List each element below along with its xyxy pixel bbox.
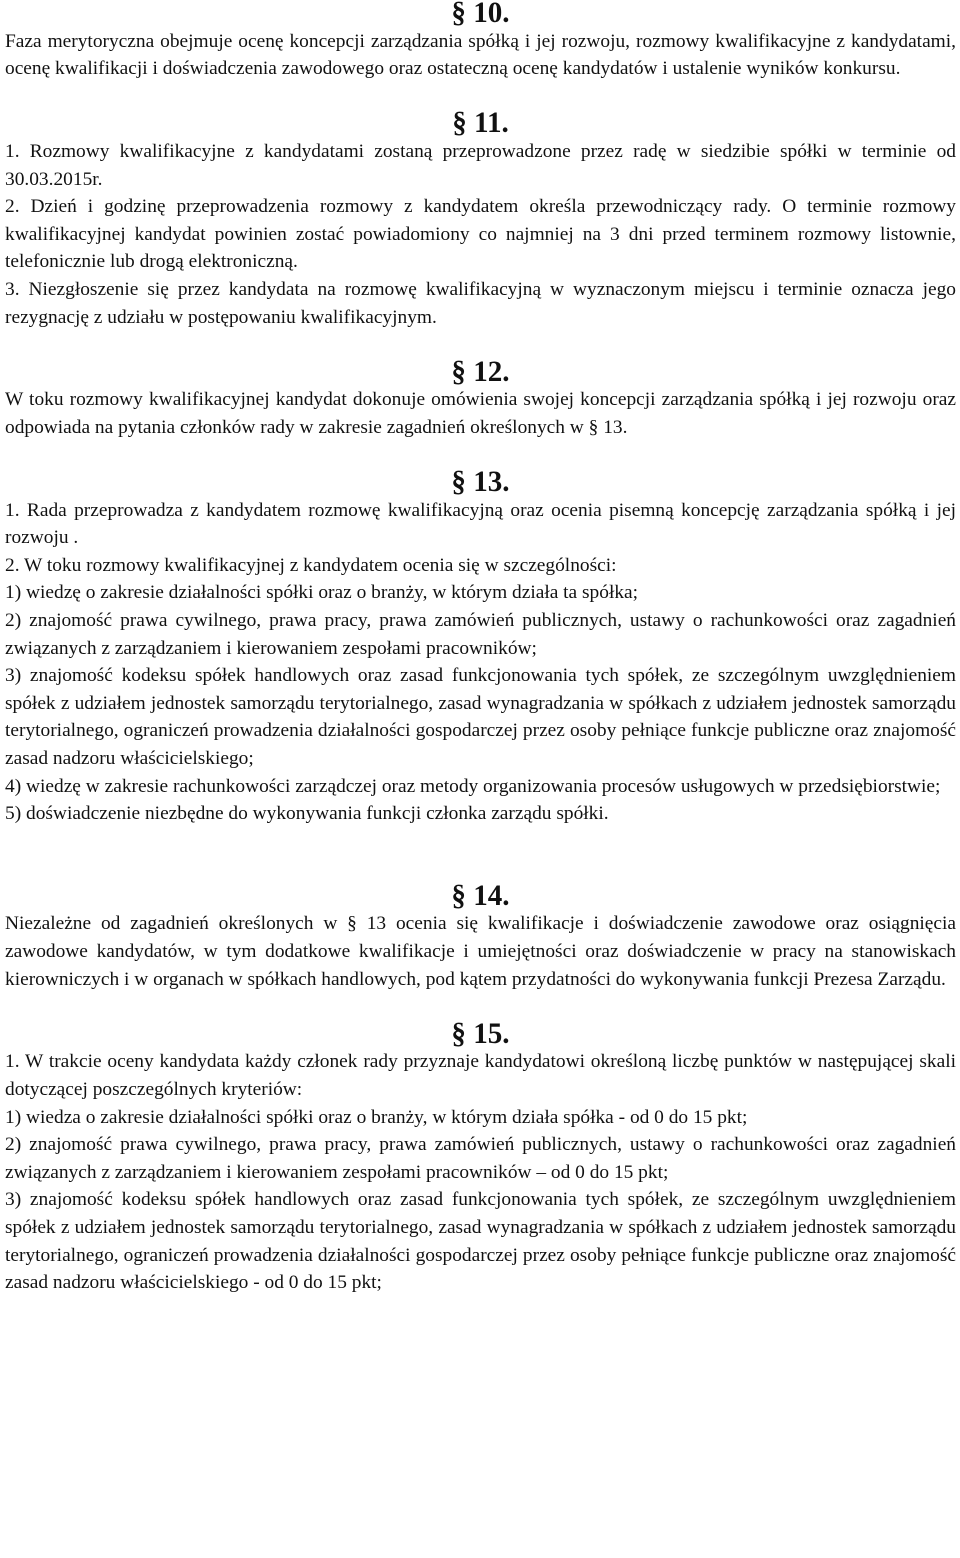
list-item: 2) znajomość prawa cywilnego, prawa pracy, prawa zamówień publicznych, ustawy o rachunkowości oraz zagadnień związanych z zarządzaniem i kierowaniem zespołami pracowników; <box>5 610 956 659</box>
section-12 <box>5 355 956 442</box>
list-item: 1) wiedzę o zakresie działalności spółki oraz o branży, w którym działa ta spółka; <box>5 582 639 604</box>
section-13 <box>5 466 956 828</box>
paragraph: Niezależne od zagadnień określonych w § 13 ocenia się kwalifikacje i doświadczenie zawodowe oraz osiągnięcia zawodowe kandydatów, w tym dodatkowe kwalifikacje i umiejętności oraz doświadczenie w pracy na stanowiskach kierowniczych i w organach w spółkach handlowych, pod kątem przydatności do wykonywania funkcji Prezesa Zarządu. <box>5 913 956 990</box>
paragraph: 2. W toku rozmowy kwalifikacyjnej z kandydatem ocenia się w szczególności: <box>5 554 617 576</box>
paragraph: 1. Rozmowy kwalifikacyjne z kandydatami zostaną przeprowadzone przez radę w siedzibie spółki w terminie od 30.03.2015r. <box>5 140 956 190</box>
section-10 <box>5 0 956 83</box>
paragraph: Faza merytoryczna obejmuje ocenę koncepcji zarządzania spółką i jej rozwoju, rozmowy kwalifikacyjne z kandydatami, ocenę kwalifikacji i doświadczenia zawodowego oraz ostateczną ocenę kandydatów i ustalenie wyników konkursu. <box>5 30 956 80</box>
list-item: 5) doświadczenie niezbędne do wykonywania funkcji członka zarządu spółki. <box>5 803 609 825</box>
section-heading: § 11. <box>452 107 509 140</box>
paragraph: 1. Rada przeprowadza z kandydatem rozmowę kwalifikacyjną oraz ocenia pisemną koncepcję zarządzania spółką i jej rozwoju . <box>5 499 956 549</box>
section-heading: § 12. <box>451 355 510 388</box>
list-item: 3) znajomość kodeksu spółek handlowych oraz zasad funkcjonowania tych spółek, ze szczególnym uwzględnieniem spółek z udziałem jednostek samorządu terytorialnego, zasad wynagradzania w spółkach z udziałem jednostek samorządu terytorialnego, ograniczeń prowadzenia działalności gospodarczej przez osoby pełniące funkcje publiczne oraz znajomość zasad nadzoru właścicielskiego - od 0 do 15 pkt; <box>5 1189 956 1294</box>
paragraph: 2. Dzień i godzinę przeprowadzenia rozmowy z kandydatem określa przewodniczący rady. O terminie rozmowy kwalifikacyjnej kandydat powinien zostać powiadomiony co najmniej na 3 dni przed terminem rozmowy listownie, telefonicznie lub drogą elektroniczną. <box>5 196 956 273</box>
spacer <box>5 442 956 470</box>
section-11 <box>5 107 956 331</box>
list-item: 1) wiedza o zakresie działalności spółki oraz o branży, w którym działa spółka - od 0 do 15 pkt; <box>5 1106 748 1128</box>
section-heading: § 15. <box>451 1017 510 1050</box>
list-item: 3) znajomość kodeksu spółek handlowych oraz zasad funkcjonowania tych spółek, ze szczególnym uwzględnieniem spółek z udziałem jednostek samorządu terytorialnego, zasad wynagradzania w spółkach z udziałem jednostek samorządu terytorialnego, ograniczeń prowadzenia działalności gospodarczej przez osoby pełniące funkcje publiczne oraz znajomość zasad nadzoru właścicielskiego; <box>5 665 956 770</box>
list-item: 4) wiedzę w zakresie rachunkowości zarządczej oraz metody organizowania procesów usługowych w przedsiębiorstwie; <box>5 775 941 797</box>
spacer <box>5 83 956 111</box>
section-14 <box>5 879 956 993</box>
section-heading: § 14. <box>451 879 510 912</box>
spacer <box>5 993 956 1021</box>
section-heading: § 13. <box>451 466 510 499</box>
spacer <box>5 331 956 359</box>
paragraph: W toku rozmowy kwalifikacyjnej kandydat dokonuje omówienia swojej koncepcji zarządzania spółką i jej rozwoju oraz odpowiada na pytania członków rady w zakresie zagadnień określonych w § 13. <box>5 389 956 438</box>
section-heading: § 10. <box>451 0 510 29</box>
paragraph: 3. Niezgłoszenie się przez kandydata na rozmowę kwalifikacyjną w wyznaczonym miejscu i terminie oznacza jego rezygnację z udziału w postępowaniu kwalifikacyjnym. <box>5 278 956 328</box>
section-15 <box>5 1017 956 1297</box>
spacer <box>5 828 956 883</box>
paragraph: 1. W trakcie oceny kandydata każdy członek rady przyznaje kandydatowi określoną liczbę punktów w następującej skali dotyczącej poszczególnych kryteriów: <box>5 1051 956 1100</box>
list-item: 2) znajomość prawa cywilnego, prawa pracy, prawa zamówień publicznych, ustawy o rachunkowości oraz zagadnień związanych z zarządzaniem i kierowaniem zespołami pracowników – od 0 do 15 pkt; <box>5 1134 956 1183</box>
